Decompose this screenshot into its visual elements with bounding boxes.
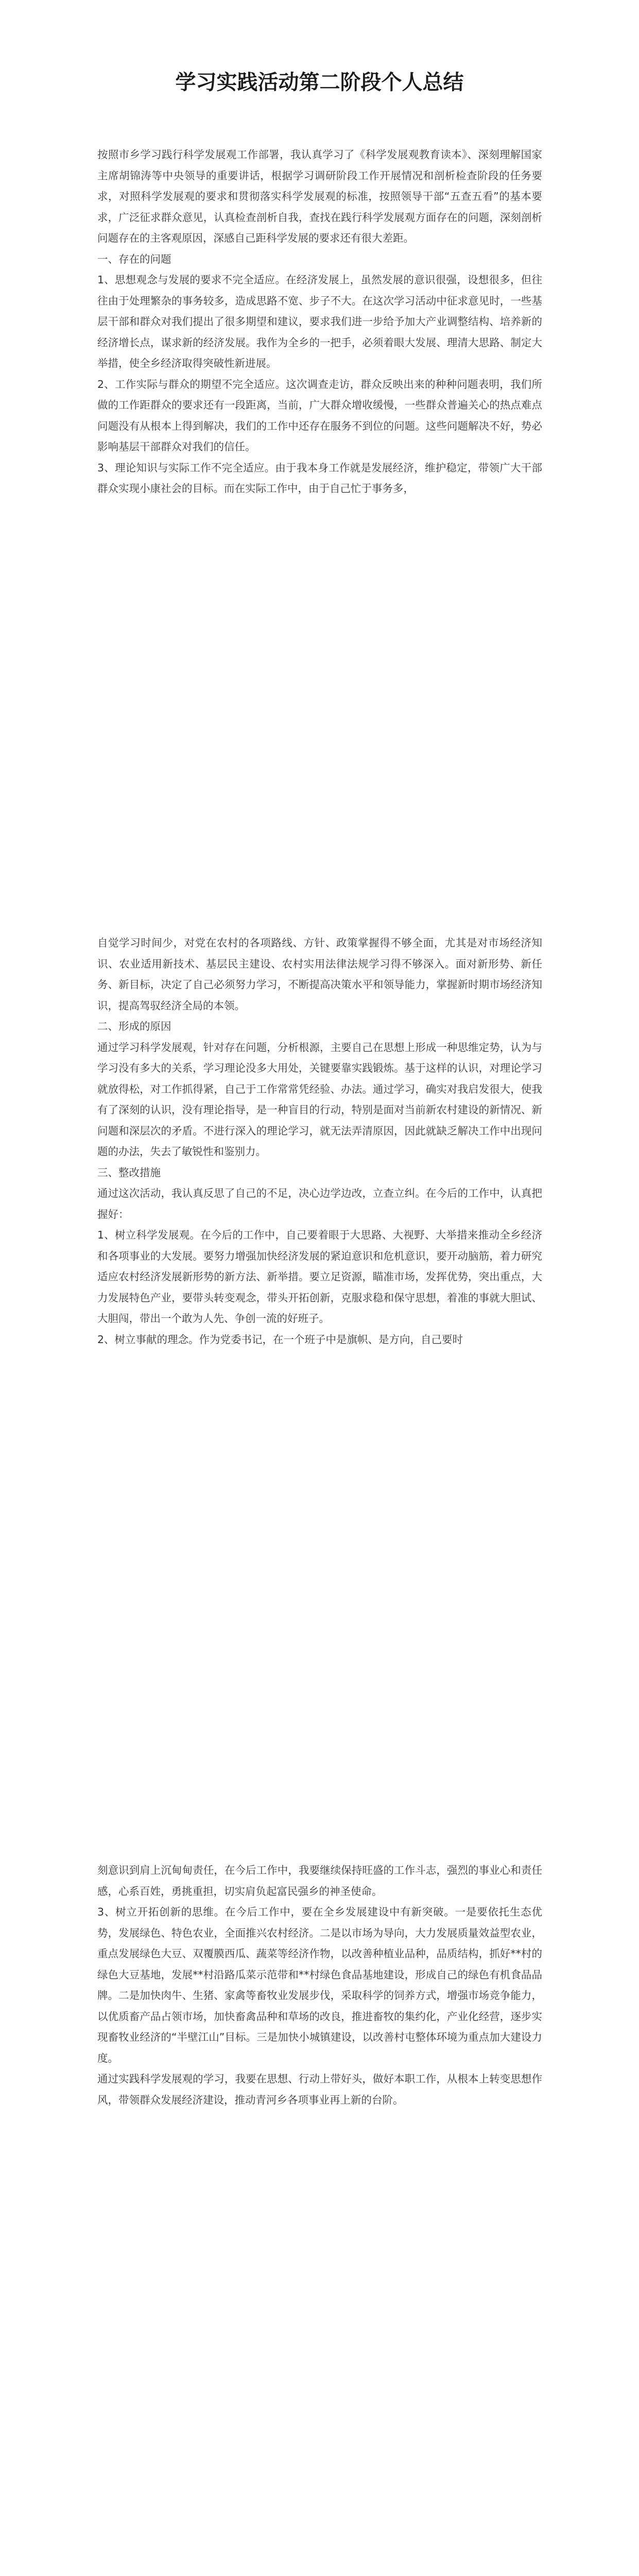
paragraph: 3、树立开拓创新的思维。在今后工作中，要在全乡发展建设中有新突破。一是要依托生态优势，发展绿色、特色农业，全面推兴农村经济。二是以市场为导向，大力发展质量效益型农业，重点发展绿色大豆、双覆膜西瓜、蔬菜等经济作物，以改善种植业品种，品质结构，抓好**村的绿色大豆基地，发展**村沿路瓜菜示范带和**村绿色食品基地建设，形成自己的绿色有机食品品牌。二是加快肉牛、生猪、家禽等畜牧业发展步伐，采取科学的饲养方式，增强市场竞争能力，以优质畜产品占领市场，加快畜禽品种和草场的改良，推进畜牧的集约化，产业化经营，逐步实现畜牧业经济的“半壁江山”目标。三是加快小城镇建设，以改善村屯整体环境为重点加大建设力度。 (97, 1906, 542, 2064)
paragraph: 2、工作实际与群众的期望不完全适应。这次调查走访，群众反映出来的种种问题表明，我们所做的工作距群众的要求还有一段距离，当前，广大群众增收缓慢，一些群众普遍关心的热点难点问题没有从根本上得到解决，我们的工作中还存在服务不到位的问题。这些问题解决不好，势必影响基层干部群众对我们的信任。 (97, 378, 542, 453)
paragraph: 自觉学习时间少，对党在农村的各项路线、方针、政策掌握得不够全面，尤其是对市场经济知识、农业适用新技术、基层民主建设、农村实用法律法规学习得不够深入。面对新形势、新任务、新目标，决定了自己必须努力学习，不断提高决策水平和领导能力，掌握新时期市场经济知识，提高驾驭经济全局的本领。 (97, 937, 542, 1012)
section-heading: 三、整改措施 (97, 1166, 161, 1179)
paragraph: 1、思想观念与发展的要求不完全适应。在经济发展上，虽然发展的意识很强，设想很多，但往往由于处理繁杂的事务较多，造成思路不宽、步子不大。在这次学习活动中征求意见时，一些基层干部和群众对我们提出了很多期望和建议，要求我们进一步给予加大产业调整结构、培养新的经济增长点，谋求新的经济发展。我作为全乡的一把手，必须着眼大发展、理清大思路、制定大举措，使全乡经济取得突破性新进展。 (97, 274, 542, 369)
text-block-1 (97, 144, 542, 499)
paragraph: 通过这次活动，我认真反思了自己的不足，决心边学边改，立查立纠。在今后的工作中，认真把握好： (97, 1187, 542, 1221)
paragraph: 2、树立事献的理念。作为党委书记，在一个班子中是旗帜、是方向，自己要时 (97, 1333, 463, 1346)
paragraph: 按照市乡学习践行科学发展观工作部署，我认真学习了《科学发展观教育读本》、深刻理解国家主席胡锦涛等中央领导的重要讲话，根据学习调研阶段工作开展情况和剖析检查阶段的任务要求，对照科学发展观的要求和贯彻落实科学发展观的标准，按照领导干部“五查五看”的基本要求，广泛征求群众意见，认真检查剖析自我，查找在践行科学发展观方面存在的问题，深刻剖析问题存在的主客观原因，深感自己距科学发展的要求还有很大差距。 (97, 148, 542, 244)
paragraph: 1、树立科学发展观。在今后的工作中，自己要着眼于大思路、大视野、大举措来推动全乡经济和各项事业的大发展。要努力增强加快经济发展的紧迫意识和危机意识，要开动脑筋，着力研究适应农村经济发展新形势的新方法、新举措。要立足资源，瞄准市场，发挥优势，突出重点，大力发展特色产业，要带头转变观念，带头开拓创新，克服求稳和保守思想，着准的事就大胆试、大胆闯，带出一个敢为人先、争创一流的好班子。 (97, 1229, 542, 1325)
text-block-2 (97, 933, 542, 1350)
section-heading: 一、存在的问题 (97, 252, 171, 265)
paragraph: 刻意识到肩上沉甸甸责任，在今后工作中，我要继续保持旺盛的工作斗志，强烈的事业心和责任感，心系百姓，勇挑重担，切实肩负起富民强乡的神圣使命。 (97, 1864, 542, 1897)
paragraph: 通过学习科学发展观，针对存在问题，分析根源，主要自己在思想上形成一种思维定势，认为与学习没有多大的关系，学习理论没多大用处，关键要靠实践锻炼。基于这样的认识，对理论学习就放得松，对工作抓得紧，自己于工作常常凭经验、办法。通过学习，确实对我启发很大，使我有了深刻的认识，没有理论指导，是一种盲目的行动，特别是面对当前新农村建设的新情况、新问题和深层次的矛盾。不进行深入的理论学习，就无法弄清原因，因此就缺乏解决工作中出现问题的办法，失去了敏锐性和鉴别力。 (97, 1041, 542, 1158)
paragraph: 通过实践科学发展观的学习，我要在思想、行动上带好头，做好本职工作，从根本上转变思想作风，带领群众发展经济建设，推动青河乡各项事业再上新的台阶。 (97, 2073, 542, 2106)
paragraph: 3、理论知识与实际工作不完全适应。由于我本身工作就是发展经济，维护稳定，带领广大干部群众实现小康社会的目标。而在实际工作中，由于自己忙于事务多， (97, 461, 542, 495)
document-title: 学习实践活动第二阶段个人总结 (175, 70, 464, 94)
section-heading: 二、形成的原因 (97, 1020, 171, 1032)
text-block-3 (97, 1860, 542, 2110)
